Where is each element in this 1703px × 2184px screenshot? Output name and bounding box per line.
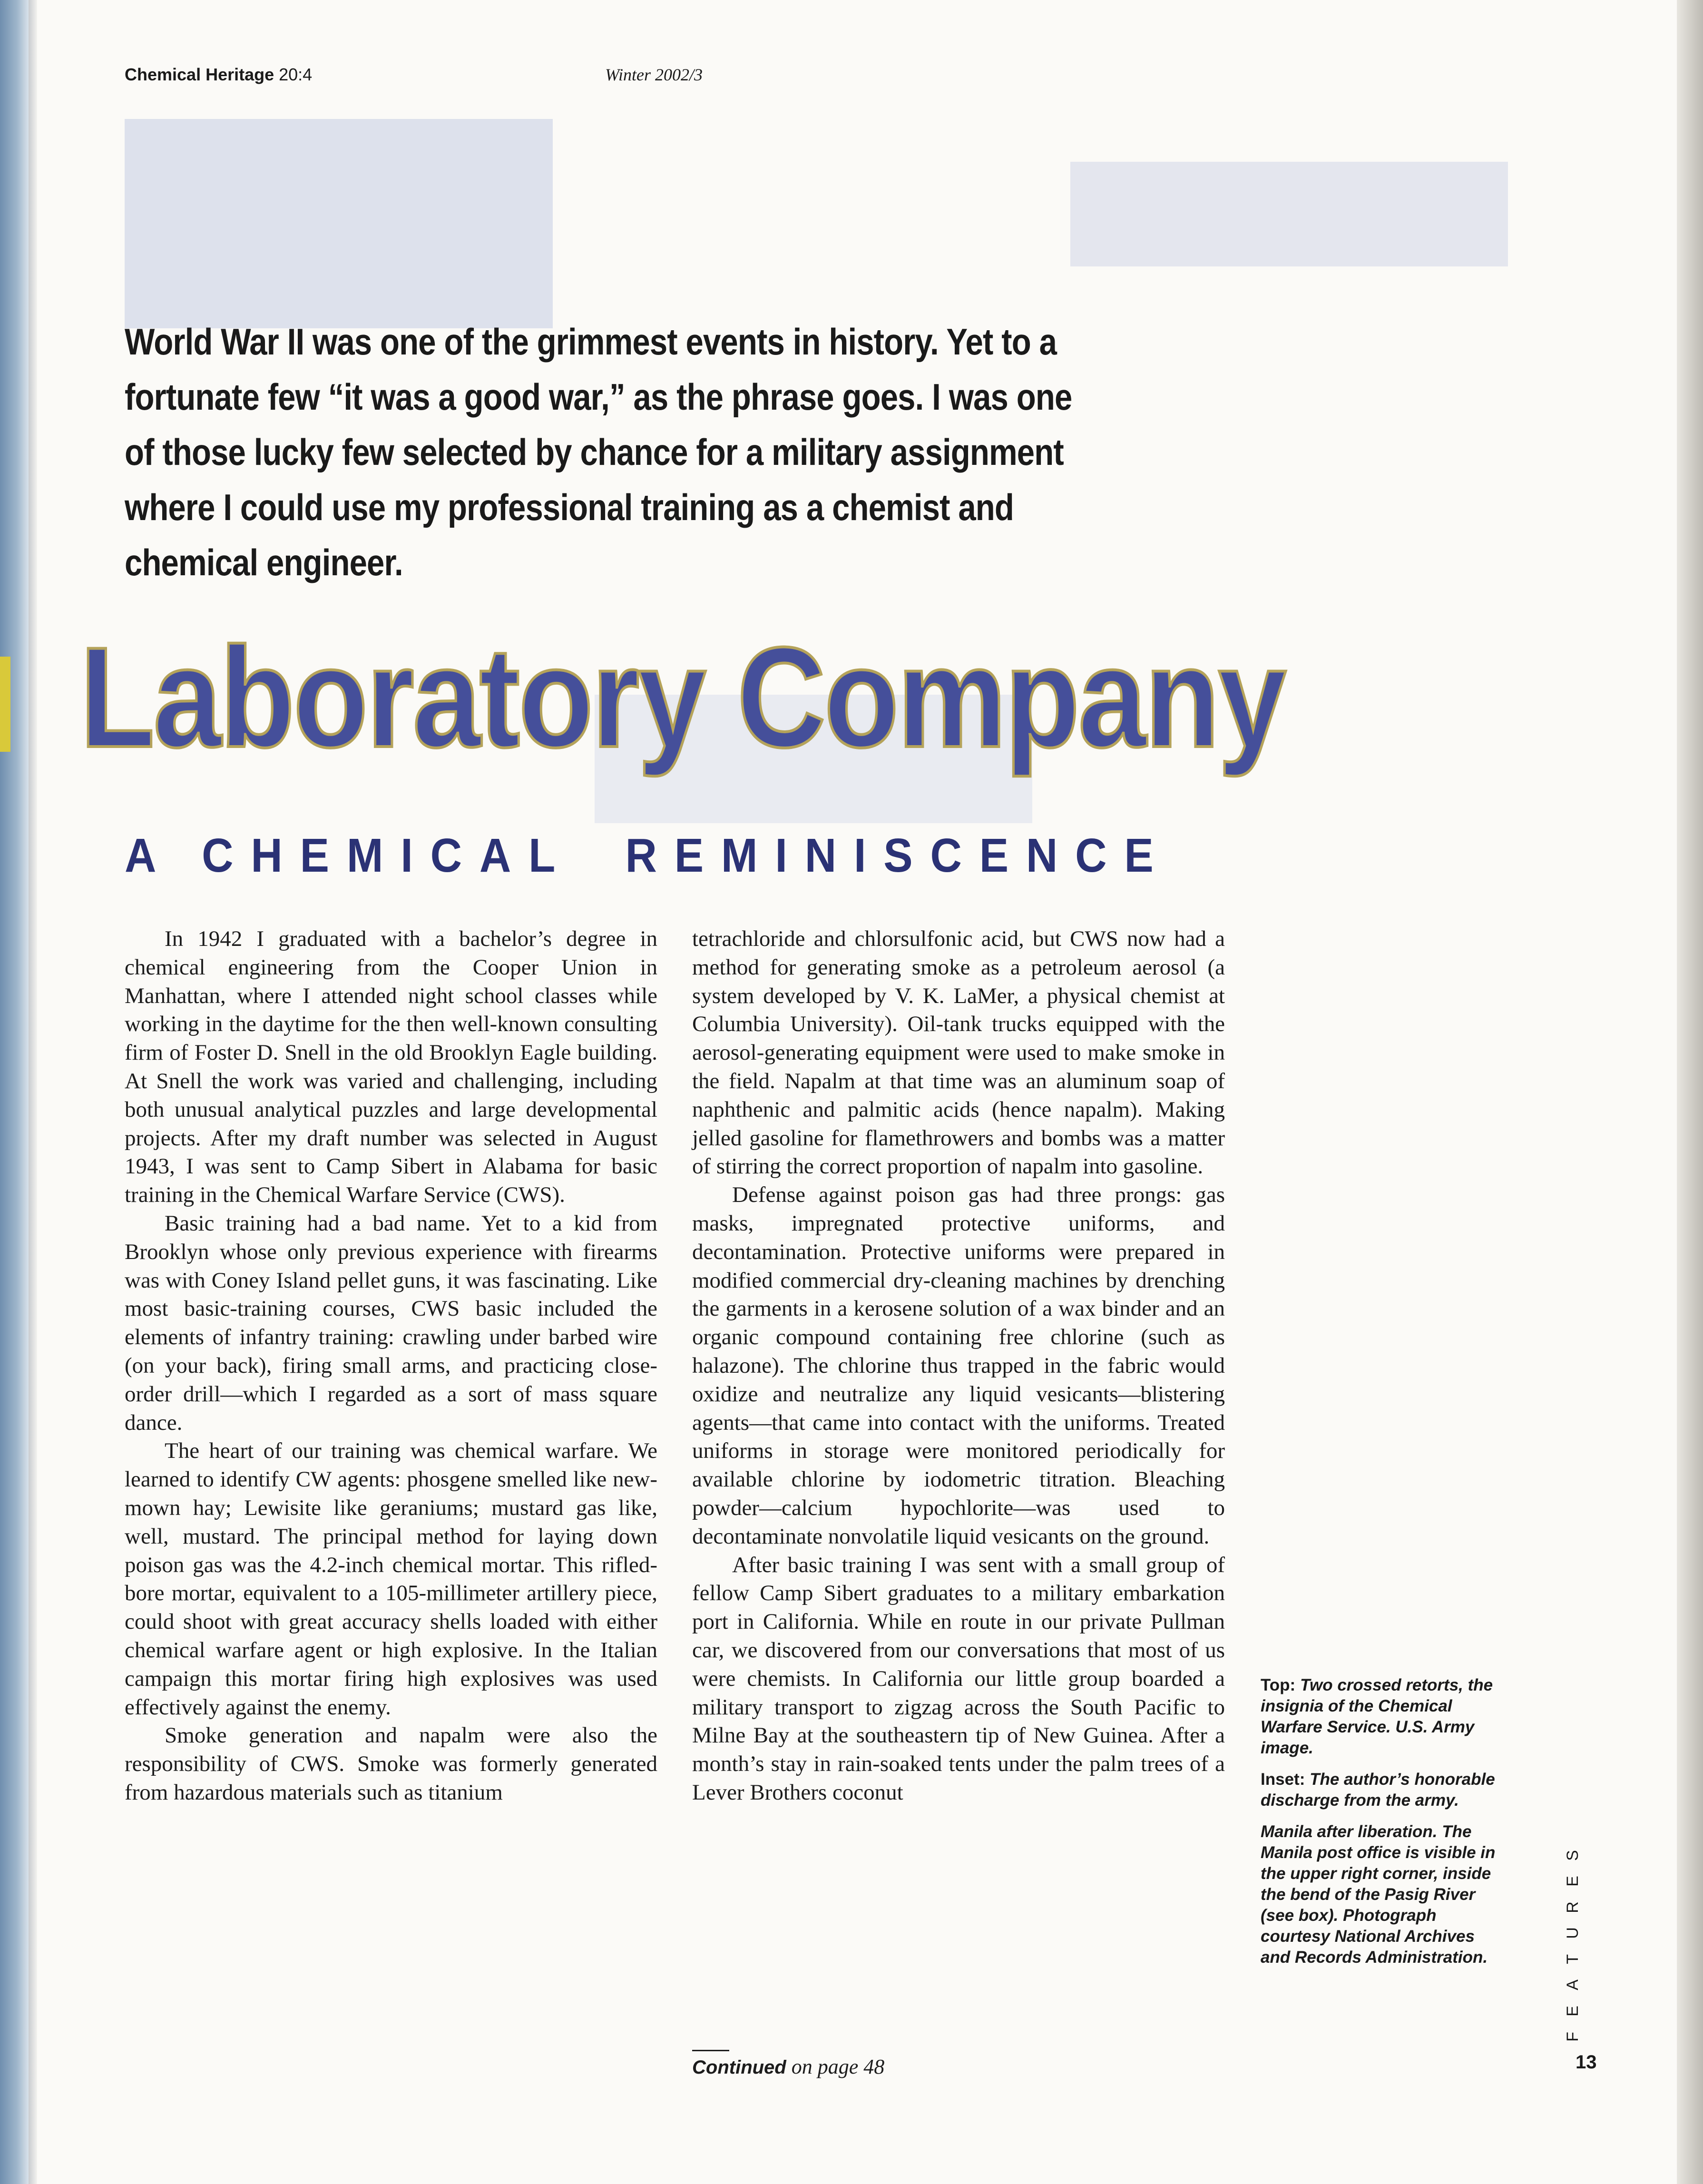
article-title: Laboratory Company bbox=[80, 617, 1285, 777]
caption-manila: Manila after liberation. The Manila post office is visible in the upper right corner, inside the bend of the Pasig River (see box). Photograph courtesy National Archives and Records Administration. bbox=[1261, 1822, 1496, 1967]
caption-lead: Top: bbox=[1261, 1676, 1296, 1694]
paragraph: The heart of our training was chemical warfare. We learned to identify CW agents: phosgene smelled like new-mown hay; Lewisite like geraniums; mustard gas like, well, mustard. The principal method for laying down poison gas was the 4.2-inch chemical mortar. This rifled-bore mortar, equivalent to a 105-millimeter artillery piece, could shoot with great accuracy shells loaded with either chemical warfare agent or high explosive. In the Italian campaign this mortar firing high explosives was used effectively against the enemy. bbox=[125, 1438, 657, 1720]
continued-target: on page 48 bbox=[791, 2055, 885, 2078]
caption-lead: Inset: bbox=[1261, 1770, 1305, 1789]
paragraph: After basic training I was sent with a small group of fellow Camp Sibert graduates to a military embarkation port in California. While en route in our private Pullman car, we discovered from our conversations that most of us were chemists. In California our little group boarded a military transport to zigzag across the South Pacific to Milne Bay at the southeastern tip of New Guinea. After a month’s stay in rain-soaked tents under the palm trees of a Lever Brothers coconut bbox=[692, 1552, 1225, 1805]
section-letter: R bbox=[1563, 1901, 1582, 1913]
paragraph: Basic training had a bad name. Yet to a kid from Brooklyn whose only previous experience with firearms was with Coney Island pellet guns, it was fascinating. Like most basic-training courses, CWS basic included the elements of infantry training: crawling under barbed wire (on your back), firing small arms, and practicing close-order drill—which I regarded as a sort of mass square dance. bbox=[125, 1210, 657, 1435]
body-column-2 bbox=[692, 925, 1225, 1807]
continued-rule bbox=[692, 2050, 729, 2051]
section-letter: T bbox=[1563, 1954, 1582, 1964]
show-through-image bbox=[125, 119, 553, 328]
paragraph: In 1942 I graduated with a bachelor’s degree in chemical engineering from the Cooper Union in Manhattan, where I attended night school classes while working in the daytime for the then well-known consulting firm of Foster D. Snell in the old Brooklyn Eagle building. At Snell the work was varied and challenging, including both unusual analytical puzzles and large developmental projects. After my draft number was selected in August 1943, I was sent to Camp Sibert in Alabama for basic training in the Chemical Warfare Service (CWS). bbox=[125, 926, 657, 1208]
page-edge bbox=[1677, 0, 1703, 2184]
caption-inset bbox=[1261, 1769, 1508, 1811]
section-letter: F bbox=[1563, 2032, 1582, 2042]
section-letter: U bbox=[1563, 1927, 1582, 1939]
photo-caption bbox=[1261, 1675, 1508, 1978]
paragraph: tetrachloride and chlorsulfonic acid, but CWS now had a method for generating smoke as a petroleum aerosol (a system developed by V. K. LaMer, a physical chemist at Columbia University). Oil-tank trucks equipped with the aerosol-generating equipment were used to make smoke in the field. Napalm at that time was an aluminum soap of naphthenic and palmitic acids (hence napalm). Making jelled gasoline for flamethrowers and bombs was a matter of stirring the correct proportion of napalm into gasoline. bbox=[692, 926, 1225, 1179]
binding-shadow bbox=[29, 0, 37, 2184]
section-letter: E bbox=[1563, 2005, 1582, 2017]
article-deck: World War II was one of the grimmest events in history. Yet to a fortunate few “it was a good war,” as the phrase goes. I was one of those lucky few selected by chance for a military assignment where I could use my professional training as a chemist and chemical engineer. bbox=[125, 321, 1072, 583]
running-header bbox=[125, 65, 312, 85]
section-letter: E bbox=[1563, 1876, 1582, 1887]
section-letter: A bbox=[1563, 1979, 1582, 1990]
show-through-image bbox=[1070, 162, 1508, 266]
issue-date: Winter 2002/3 bbox=[605, 65, 703, 84]
subtitle-part-1: A CHEMICAL bbox=[125, 829, 573, 882]
color-tab-mark bbox=[0, 657, 10, 752]
caption-top bbox=[1261, 1675, 1508, 1759]
section-label bbox=[1563, 1846, 1582, 2046]
paragraph: Smoke generation and napalm were also the responsibility of CWS. Smoke was formerly generated from hazardous materials such as titanium bbox=[125, 1723, 657, 1805]
continued-line bbox=[692, 2055, 884, 2079]
continued-label: Continued bbox=[692, 2057, 786, 2078]
article-subtitle bbox=[125, 827, 1171, 884]
paragraph: Defense against poison gas had three prongs: gas masks, impregnated protective uniforms, and decontamination. Protective uniforms were prepared in modified commercial dry-cleaning machines by drenching the garments in a kerosene solution of a wax binder and an organic compound containing free chlorine (such as halazone). The chlorine thus trapped in the fabric would oxidize and neutralize any liquid vesicants—blistering agents—that came into contact with the uniforms. Treated uniforms in storage were monitored periodically for available chlorine by iodometric titration. Bleaching powder—calcium hypochlorite—was used to decontaminate nonvolatile liquid vesicants on the ground. bbox=[692, 1182, 1225, 1549]
magazine-name: Chemical Heritage bbox=[125, 65, 274, 84]
binding-spine bbox=[0, 0, 29, 2184]
issue-number: 20:4 bbox=[279, 65, 313, 84]
body-column-1 bbox=[125, 925, 657, 1807]
caption-text: Two crossed retorts, the insignia of the Chemical Warfare Service. U.S. Army image. bbox=[1261, 1676, 1493, 1757]
page-number: 13 bbox=[1576, 2052, 1597, 2073]
subtitle-part-2: REMINISCENCE bbox=[625, 829, 1171, 882]
section-letter: S bbox=[1563, 1850, 1582, 1861]
caption-text: The author’s honorable discharge from the army. bbox=[1261, 1770, 1495, 1810]
